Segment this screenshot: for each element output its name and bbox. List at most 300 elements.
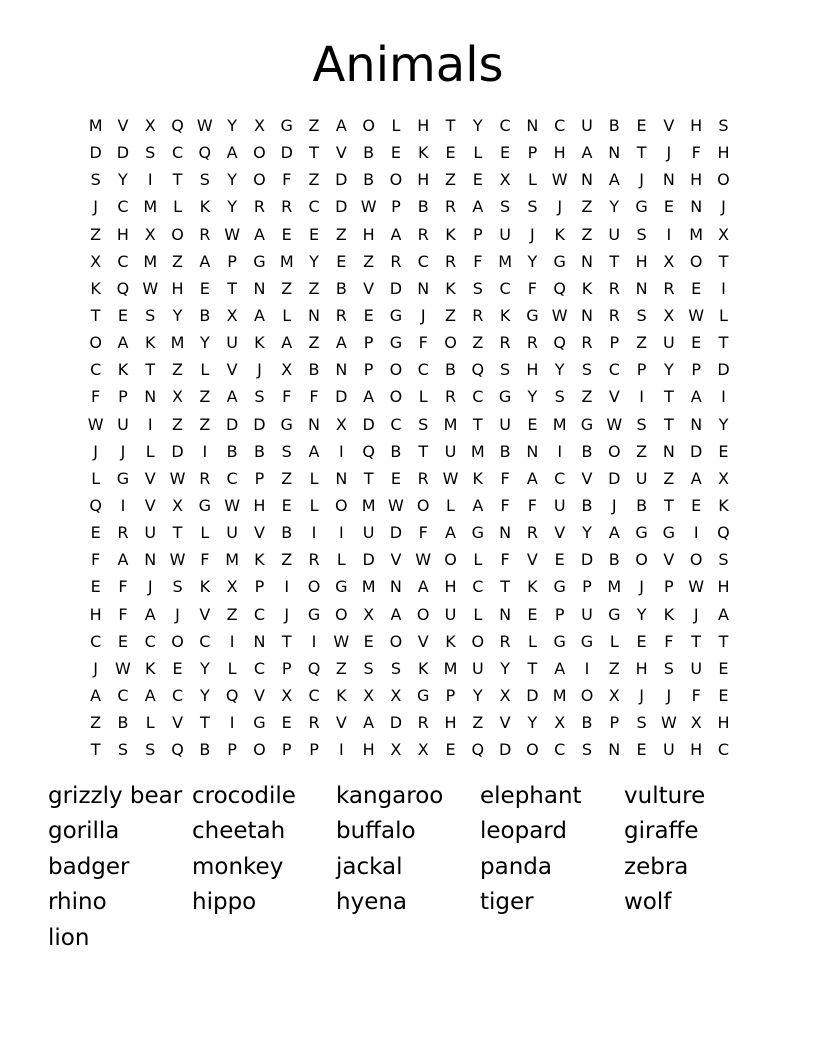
grid-letter: X [690, 713, 702, 733]
grid-letter: P [363, 333, 374, 353]
grid-letter: N [526, 441, 539, 461]
grid-letter: O [389, 360, 403, 380]
grid-letter: F [309, 387, 319, 407]
grid-letter: F [500, 468, 510, 488]
grid-letter: P [609, 333, 620, 353]
grid-letter: B [581, 713, 593, 733]
grid-letter: O [607, 441, 621, 461]
grid-letter: A [363, 387, 375, 407]
grid-letter: L [446, 496, 455, 516]
grid-letter: R [417, 468, 429, 488]
grid-letter: D [580, 550, 594, 570]
grid-letter: E [199, 278, 210, 298]
grid-letter: W [688, 577, 705, 597]
grid-letter: E [281, 496, 292, 516]
grid-letter: T [718, 333, 729, 353]
grid-letter: O [253, 143, 266, 163]
grid-letter: P [254, 468, 265, 488]
grid-letter: R [281, 197, 293, 217]
word-list-item: zebra [624, 853, 689, 880]
grid-letter: F [473, 251, 483, 271]
grid-letter: O [389, 631, 403, 651]
grid-letter: M [498, 251, 512, 271]
grid-letter: B [281, 523, 293, 543]
grid-letter: B [608, 550, 620, 570]
grid-letter: I [338, 441, 344, 461]
grid-letter: F [527, 278, 537, 298]
grid-letter: C [117, 251, 129, 271]
grid-letter: S [718, 116, 729, 136]
grid-letter: A [363, 713, 375, 733]
grid-letter: O [471, 631, 485, 651]
grid-letter: D [171, 441, 184, 461]
grid-letter: O [580, 686, 594, 706]
grid-letter: C [199, 631, 211, 651]
grid-letter: X [335, 414, 347, 434]
grid-letter: R [526, 523, 538, 543]
grid-letter: N [608, 740, 621, 760]
grid-letter: A [281, 333, 293, 353]
grid-letter: J [284, 604, 290, 624]
grid-letter: C [144, 631, 156, 651]
grid-letter: P [609, 713, 620, 733]
grid-letter: K [144, 333, 156, 353]
grid-letter: Y [199, 658, 210, 678]
grid-letter: Q [116, 278, 130, 298]
grid-letter: Z [335, 658, 347, 678]
grid-letter: Y [199, 686, 210, 706]
grid-letter: P [363, 360, 374, 380]
grid-letter: K [254, 550, 265, 570]
grid-letter: W [224, 496, 241, 516]
grid-letter: C [117, 686, 129, 706]
grid-letter: I [721, 278, 726, 298]
grid-letter: J [666, 686, 672, 706]
grid-letter: R [608, 306, 620, 326]
grid-letter: A [335, 333, 347, 353]
grid-letter: G [389, 333, 403, 353]
grid-letter: K [472, 468, 484, 488]
grid-letter: S [554, 387, 565, 407]
grid-letter: V [226, 360, 238, 380]
grid-letter: U [444, 604, 457, 624]
grid-letter: S [636, 414, 647, 434]
grid-letter: S [145, 143, 156, 163]
grid-letter: B [636, 496, 648, 516]
grid-letter: P [691, 360, 701, 380]
grid-letter: E [636, 740, 647, 760]
grid-letter: K [718, 496, 729, 516]
grid-letter: C [417, 251, 429, 271]
grid-letter: K [199, 197, 211, 217]
grid-letter: S [636, 306, 647, 326]
grid-letter: U [499, 224, 511, 244]
grid-letter: O [416, 604, 430, 624]
grid-letter: V [335, 713, 347, 733]
grid-letter: S [527, 197, 538, 217]
grid-letter: C [253, 604, 266, 624]
grid-letter: H [635, 251, 648, 271]
grid-letter: T [281, 631, 292, 651]
grid-letter: J [693, 604, 699, 624]
grid-letter: D [389, 523, 403, 543]
grid-letter: V [390, 550, 402, 570]
grid-letter: L [473, 604, 483, 624]
grid-letter: Y [609, 197, 620, 217]
grid-letter: F [418, 333, 428, 353]
grid-letter: E [445, 740, 456, 760]
grid-letter: S [472, 278, 483, 298]
grid-letter: Z [308, 278, 320, 298]
grid-letter: P [227, 740, 237, 760]
grid-letter: T [663, 387, 674, 407]
grid-letter: Z [172, 251, 184, 271]
grid-letter: R [417, 713, 429, 733]
grid-letter: W [87, 414, 104, 434]
grid-letter: X [281, 360, 293, 380]
grid-letter: E [691, 496, 702, 516]
grid-letter: A [226, 387, 238, 407]
grid-letter: X [363, 604, 375, 624]
grid-letter: R [663, 278, 675, 298]
grid-letter: E [636, 116, 647, 136]
grid-letter: K [144, 658, 156, 678]
grid-letter: B [117, 713, 129, 733]
grid-letter: L [282, 306, 292, 326]
grid-letter: O [89, 333, 102, 353]
grid-letter: H [89, 604, 102, 624]
grid-letter: W [660, 713, 677, 733]
grid-letter: M [443, 658, 458, 678]
grid-letter: B [445, 360, 456, 380]
grid-letter: Z [172, 414, 184, 434]
grid-letter: A [472, 496, 484, 516]
word-list-item: hyena [336, 889, 408, 916]
grid-letter: T [472, 414, 483, 434]
grid-letter: X [717, 224, 729, 244]
grid-letter: E [90, 523, 101, 543]
grid-letter: C [472, 577, 484, 597]
grid-letter: C [417, 360, 429, 380]
grid-letter: H [253, 496, 266, 516]
grid-letter: R [417, 224, 429, 244]
grid-letter: I [229, 713, 235, 733]
grid-letter: D [389, 278, 403, 298]
grid-letter: R [253, 197, 265, 217]
grid-letter: G [389, 306, 403, 326]
grid-letter: E [281, 224, 292, 244]
grid-letter: E [691, 333, 702, 353]
grid-letter: H [635, 658, 648, 678]
grid-letter: G [335, 577, 348, 597]
grid-letter: H [171, 278, 184, 298]
grid-letter: N [335, 360, 348, 380]
grid-letter: R [444, 251, 457, 271]
grid-letter: E [90, 577, 101, 597]
grid-letter: K [499, 306, 511, 326]
grid-letter: U [635, 468, 648, 488]
grid-letter: T [663, 496, 674, 516]
grid-letter: C [554, 740, 566, 760]
grid-letter: S [172, 577, 183, 597]
grid-letter: S [718, 550, 729, 570]
grid-letter: U [553, 496, 566, 516]
grid-letter: O [416, 496, 430, 516]
grid-letter: U [117, 414, 129, 434]
grid-letter: B [417, 197, 429, 217]
grid-letter: G [198, 496, 212, 516]
grid-letter: P [554, 604, 565, 624]
grid-letter: Z [608, 658, 620, 678]
grid-letter: M [225, 550, 240, 570]
grid-letter: Q [225, 686, 239, 706]
grid-letter: T [172, 170, 183, 190]
grid-letter: D [690, 441, 703, 461]
grid-letter: R [472, 306, 484, 326]
grid-letter: L [391, 116, 401, 136]
grid-letter: L [309, 468, 319, 488]
grid-letter: D [280, 143, 293, 163]
grid-letter: S [145, 740, 156, 760]
grid-letter: O [253, 170, 266, 190]
grid-letter: J [639, 170, 644, 190]
grid-letter: U [144, 523, 157, 543]
grid-letter: S [199, 170, 210, 190]
grid-letter: U [362, 523, 375, 543]
grid-letter: Y [500, 658, 510, 678]
grid-letter: G [526, 306, 539, 326]
grid-letter: I [338, 740, 344, 760]
grid-letter: Y [554, 360, 565, 380]
grid-letter: U [226, 523, 238, 543]
grid-letter: J [257, 360, 262, 380]
grid-letter: I [147, 414, 153, 434]
grid-letter: A [608, 170, 620, 190]
grid-letter: X [144, 224, 156, 244]
grid-letter: A [253, 306, 265, 326]
grid-letter: T [718, 631, 729, 651]
grid-letter: T [445, 116, 456, 136]
grid-letter: J [639, 686, 644, 706]
grid-letter: X [363, 686, 375, 706]
grid-letter: B [390, 441, 402, 461]
grid-letter: Z [636, 333, 648, 353]
grid-letter: Z [281, 550, 293, 570]
page-title: Animals [312, 37, 504, 93]
grid-letter: E [445, 143, 456, 163]
grid-letter: Q [553, 333, 566, 353]
grid-letter: I [338, 523, 344, 543]
grid-letter: Z [363, 251, 375, 271]
grid-letter: I [666, 224, 672, 244]
grid-letter: V [253, 686, 265, 706]
grid-letter: F [118, 577, 128, 597]
grid-letter: B [226, 441, 238, 461]
grid-letter: Z [636, 441, 648, 461]
grid-letter: Z [445, 306, 456, 326]
grid-letter: B [253, 441, 265, 461]
grid-letter: V [417, 631, 429, 651]
grid-letter: N [308, 414, 320, 434]
grid-letter: C [171, 143, 184, 163]
grid-letter: K [254, 333, 265, 353]
grid-letter: V [253, 523, 265, 543]
grid-letter: Y [227, 116, 238, 136]
grid-letter: C [253, 658, 266, 678]
grid-letter: P [527, 143, 538, 163]
grid-letter: E [554, 550, 565, 570]
grid-letter: Q [171, 740, 184, 760]
grid-letter: A [144, 604, 156, 624]
grid-letter: R [608, 278, 620, 298]
grid-letter: R [444, 387, 457, 407]
grid-letter: L [719, 306, 728, 326]
grid-letter: Z [226, 604, 238, 624]
grid-letter: H [553, 143, 566, 163]
grid-letter: G [580, 414, 594, 434]
grid-letter: J [530, 224, 535, 244]
grid-letter: J [120, 441, 126, 461]
grid-letter: D [362, 414, 375, 434]
grid-letter: T [90, 740, 101, 760]
grid-letter: K [417, 658, 429, 678]
grid-letter: R [444, 197, 457, 217]
grid-letter: O [335, 604, 348, 624]
grid-letter: V [144, 496, 156, 516]
grid-letter: B [335, 278, 347, 298]
grid-letter: E [527, 414, 538, 434]
grid-letter: S [90, 170, 101, 190]
grid-letter: K [445, 278, 456, 298]
grid-letter: P [281, 740, 292, 760]
grid-letter: A [390, 604, 402, 624]
grid-letter: K [199, 577, 211, 597]
grid-letter: S [581, 360, 593, 380]
grid-letter: N [662, 170, 675, 190]
grid-letter: L [145, 713, 155, 733]
word-list-item: jackal [336, 853, 403, 880]
grid-letter: G [608, 604, 621, 624]
grid-letter: D [253, 414, 266, 434]
grid-letter: D [389, 713, 403, 733]
grid-letter: W [442, 468, 459, 488]
grid-letter: W [142, 278, 159, 298]
grid-letter: A [690, 387, 702, 407]
grid-letter: X [144, 116, 156, 136]
grid-letter: K [581, 278, 593, 298]
grid-letter: T [527, 658, 538, 678]
grid-letter: E [663, 197, 674, 217]
grid-letter: T [500, 577, 510, 597]
grid-letter: T [691, 631, 702, 651]
grid-letter: N [608, 143, 621, 163]
grid-letter: H [417, 170, 430, 190]
grid-letter: C [499, 278, 511, 298]
grid-letter: A [253, 224, 265, 244]
grid-letter: A [335, 116, 347, 136]
grid-letter: W [333, 631, 350, 651]
grid-letter: E [636, 631, 647, 651]
grid-letter: L [227, 658, 237, 678]
grid-letter: A [581, 143, 593, 163]
grid-letter: O [253, 740, 266, 760]
grid-letter: A [608, 523, 620, 543]
grid-letter: N [690, 197, 703, 217]
grid-letter: X [717, 468, 729, 488]
grid-letter: E [281, 713, 292, 733]
grid-letter: X [499, 170, 511, 190]
grid-letter: B [363, 143, 375, 163]
grid-letter: V [663, 550, 675, 570]
grid-letter: P [472, 224, 483, 244]
grid-letter: F [527, 496, 537, 516]
grid-letter: N [690, 414, 703, 434]
grid-letter: M [361, 577, 376, 597]
grid-letter: I [693, 523, 699, 543]
grid-letter: Z [445, 170, 456, 190]
grid-letter: Q [553, 278, 566, 298]
grid-letter: S [145, 306, 156, 326]
grid-letter: G [417, 686, 430, 706]
grid-letter: T [90, 306, 101, 326]
grid-letter: E [308, 224, 320, 244]
grid-letter: Z [199, 414, 211, 434]
grid-letter: I [147, 170, 153, 190]
grid-letter: C [171, 686, 184, 706]
grid-letter: G [253, 251, 266, 271]
grid-letter: X [417, 740, 429, 760]
grid-letter: V [199, 604, 211, 624]
grid-letter: T [418, 441, 429, 461]
grid-letter: Y [663, 360, 674, 380]
grid-letter: D [526, 686, 539, 706]
grid-letter: Z [90, 713, 102, 733]
grid-letter: C [472, 387, 484, 407]
grid-letter: Z [472, 333, 484, 353]
grid-letter: O [389, 170, 403, 190]
grid-letter: Y [118, 170, 128, 190]
grid-letter: Z [281, 468, 293, 488]
grid-letter: V [499, 713, 511, 733]
grid-letter: O [635, 550, 648, 570]
grid-letter: A [690, 468, 702, 488]
grid-letter: E [718, 686, 729, 706]
grid-letter: V [581, 468, 593, 488]
grid-letter: F [500, 550, 510, 570]
grid-letter: N [581, 306, 593, 326]
grid-letter: W [196, 116, 213, 136]
grid-letter: Q [307, 658, 321, 678]
grid-letter: N [499, 604, 512, 624]
grid-letter: G [116, 468, 130, 488]
grid-letter: G [253, 713, 266, 733]
grid-letter: F [418, 523, 428, 543]
grid-letter: B [581, 496, 593, 516]
grid-letter: F [282, 387, 292, 407]
grid-letter: O [689, 550, 703, 570]
grid-letter: W [360, 197, 377, 217]
grid-letter: F [200, 550, 210, 570]
grid-letter: V [144, 468, 156, 488]
grid-letter: K [554, 224, 565, 244]
grid-letter: M [552, 686, 567, 706]
grid-letter: G [662, 523, 676, 543]
grid-letter: Q [471, 360, 485, 380]
grid-letter: U [663, 740, 675, 760]
letter-grid [82, 112, 737, 763]
grid-letter: P [227, 251, 237, 271]
grid-letter: K [117, 360, 129, 380]
